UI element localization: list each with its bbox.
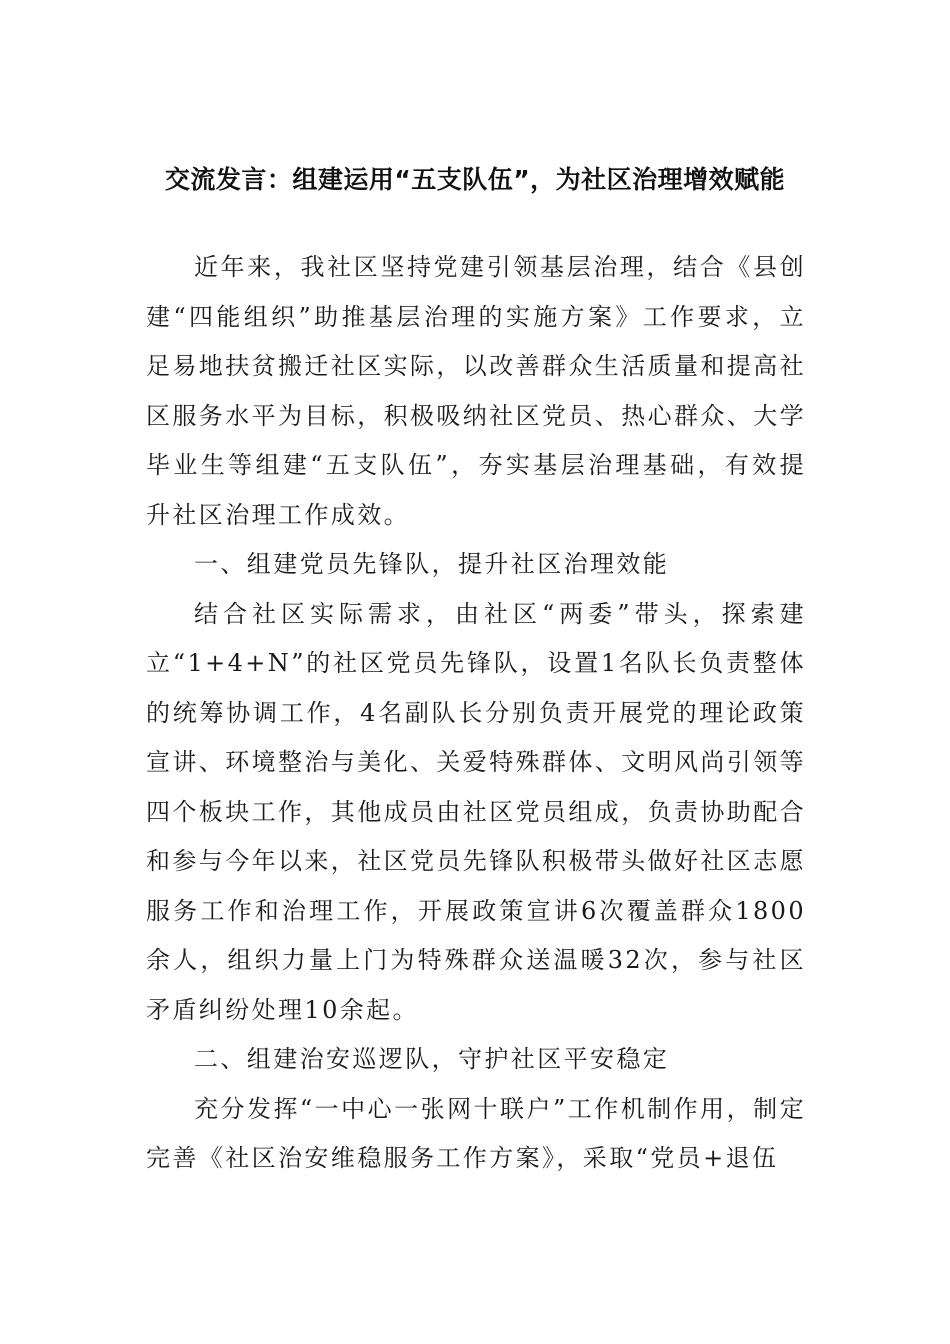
document-title: 交流发言：组建运用“五支队伍”，为社区治理增效赋能	[164, 165, 786, 194]
section-heading-2: 二、组建治安巡逻队，守护社区平安稳定	[194, 1045, 670, 1073]
section-1-paragraph: 结合社区实际需求，由社区“两委”带头，探索建立“1+4+N”的社区党员先锋队，设置1名队长负责整体的统筹协调工作，4名副队长分别负责开展党的理论政策宣讲、环境整治与美化、关爱特殊群体、文明风尚引领等四个板块工作，其他成员由社区党员组成，负责协助配合和参与今年以来，社区党员先锋队积极带头做好社区志愿服务工作和治理工作，开展政策宣讲6次覆盖群众1800余人，组织力量上门为特殊群众送温暖32次，参与社区矛盾纠纷处理10余起。	[146, 599, 806, 1024]
section-2-paragraph: 充分发挥“一中心一张网十联户”工作机制作用，制定完善《社区治安维稳服务工作方案》，采取“党员+退伍	[146, 1094, 806, 1172]
document-body	[146, 243, 806, 1184]
intro-paragraph: 近年来，我社区坚持党建引领基层治理，结合《县创建“四能组织”助推基层治理的实施方案》工作要求，立足易地扶贫搬迁社区实际，以改善群众生活质量和提高社区服务水平为目标，积极吸纳社区党员、热心群众、大学毕业生等组建“五支队伍”，夯实基层治理基础，有效提升社区治理工作成效。	[146, 253, 806, 529]
section-heading-1: 一、组建党员先锋队，提升社区治理效能	[194, 550, 670, 578]
